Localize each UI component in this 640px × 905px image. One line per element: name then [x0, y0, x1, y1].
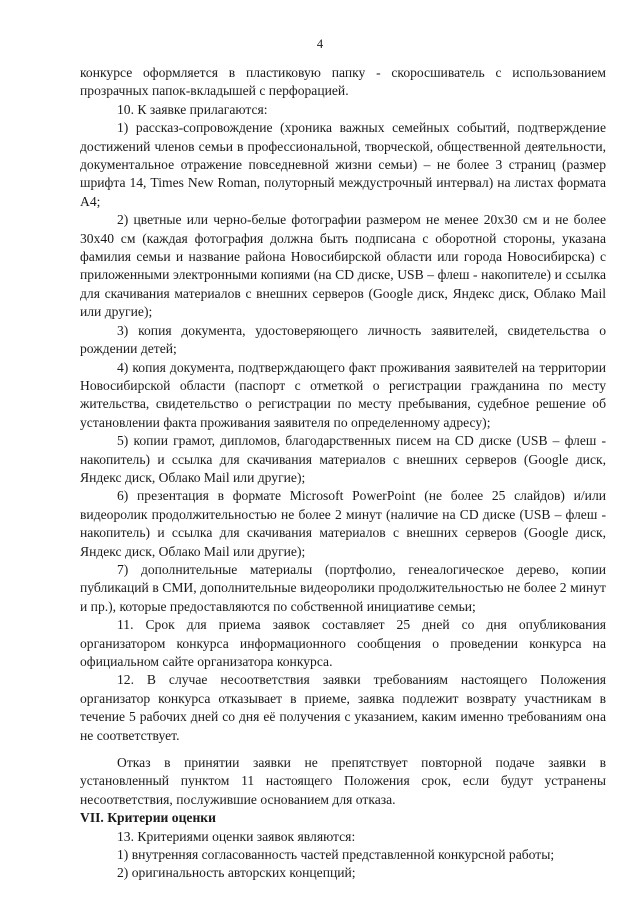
paragraph-item-12: 12. В случае несоответствия заявки требованиям настоящего Положения организатор конкурса отказывает в приеме, заявка подлежит возврату участникам в течение 5 рабочих дней со дня её получения с указанием, каким именно требованиям она не соответствует.: [80, 672, 606, 743]
paragraph-item-11: 11. Срок для приема заявок составляет 25 дней со дня опубликования организатором конкурса информационного сообщения о проведении конкурса на официальном сайте организатора конкурса.: [80, 617, 606, 669]
list-item-2: 2) цветные или черно-белые фотографии размером не менее 20х30 см и не более 30х40 см (каждая фотография должна быть подписана с оборотной стороны, указана фамилия семьи и название района Новосибирской области или города Новосибирска) с приложенными электронными копиями (на CD диске, USB – флеш - накопителе) и ссылка для скачивания материалов с внешних серверов (Google диск, Яндекс диск, Облако Mail или другие);: [80, 212, 606, 320]
list-item-5: 5) копии грамот, дипломов, благодарственных писем на CD диске (USB – флеш - накопитель) и ссылка для скачивания материалов с внешних серверов (Google диск, Яндекс диск, Облако Mail или другие);: [80, 433, 606, 485]
list-item-6: 6) презентация в формате Microsoft PowerPoint (не более 25 слайдов) и/или видеоролик продолжительностью не более 2 минут (наличие на CD диске (USB – флеш - накопитель) и ссылка для скачивания материалов с внешних серверов (Google диск, Яндекс диск, Облако Mail или другие);: [80, 488, 606, 559]
criteria-item-2: 2) оригинальность авторских концепций;: [117, 865, 356, 881]
paragraph-continuation: конкурсе оформляется в пластиковую папку - скоросшиватель с использованием прозрачных папок-вкладышей с перфорацией.: [80, 65, 606, 99]
section-heading: VII. Критерии оценки: [80, 810, 216, 826]
paragraph-item-10: 10. К заявке прилагаются:: [117, 101, 268, 117]
list-item-7: 7) дополнительные материалы (портфолио, генеалогическое дерево, копии публикаций в СМИ, дополнительные видеоролики продолжительностью не более 2 минут и пр.), которые предоставляются по собственной инициативе семьи;: [80, 561, 606, 614]
paragraph-refusal: Отказ в принятии заявки не препятствует повторной подаче заявки в установленный пунктом 11 настоящего Положения срок, если будут устранены несоответствия, послужившие основанием для отказа.: [80, 755, 606, 807]
list-item-4: 4) копия документа, подтверждающего факт проживания заявителей на территории Новосибирской области (паспорт с отметкой о регистрации гражданина по месту жительства, свидетельство о регистрации по месту пребывания, судебное решение об установлении факта проживания заявителя по определенному адресу);: [80, 359, 606, 430]
list-item-1: 1) рассказ-сопровождение (хроника важных семейных событий, подтверждение достижений членов семьи в профессиональной, творческой, общественной деятельности, документальное отражение повседневной жизни семьи) – не более 3 страниц (размер шрифта 14, Times New Roman, полуторный междустрочный интервал) на листах формата А4;: [80, 120, 606, 209]
page-number: 4: [316, 37, 324, 51]
criteria-item-1: 1) внутренняя согласованность частей представленной конкурсной работы;: [117, 847, 555, 863]
list-item-3: 3) копия документа, удостоверяющего личность заявителей, свидетельства о рождении детей;: [80, 322, 606, 357]
document-body: [80, 64, 606, 883]
criteria-intro: 13. Критериями оценки заявок являются:: [117, 828, 356, 844]
